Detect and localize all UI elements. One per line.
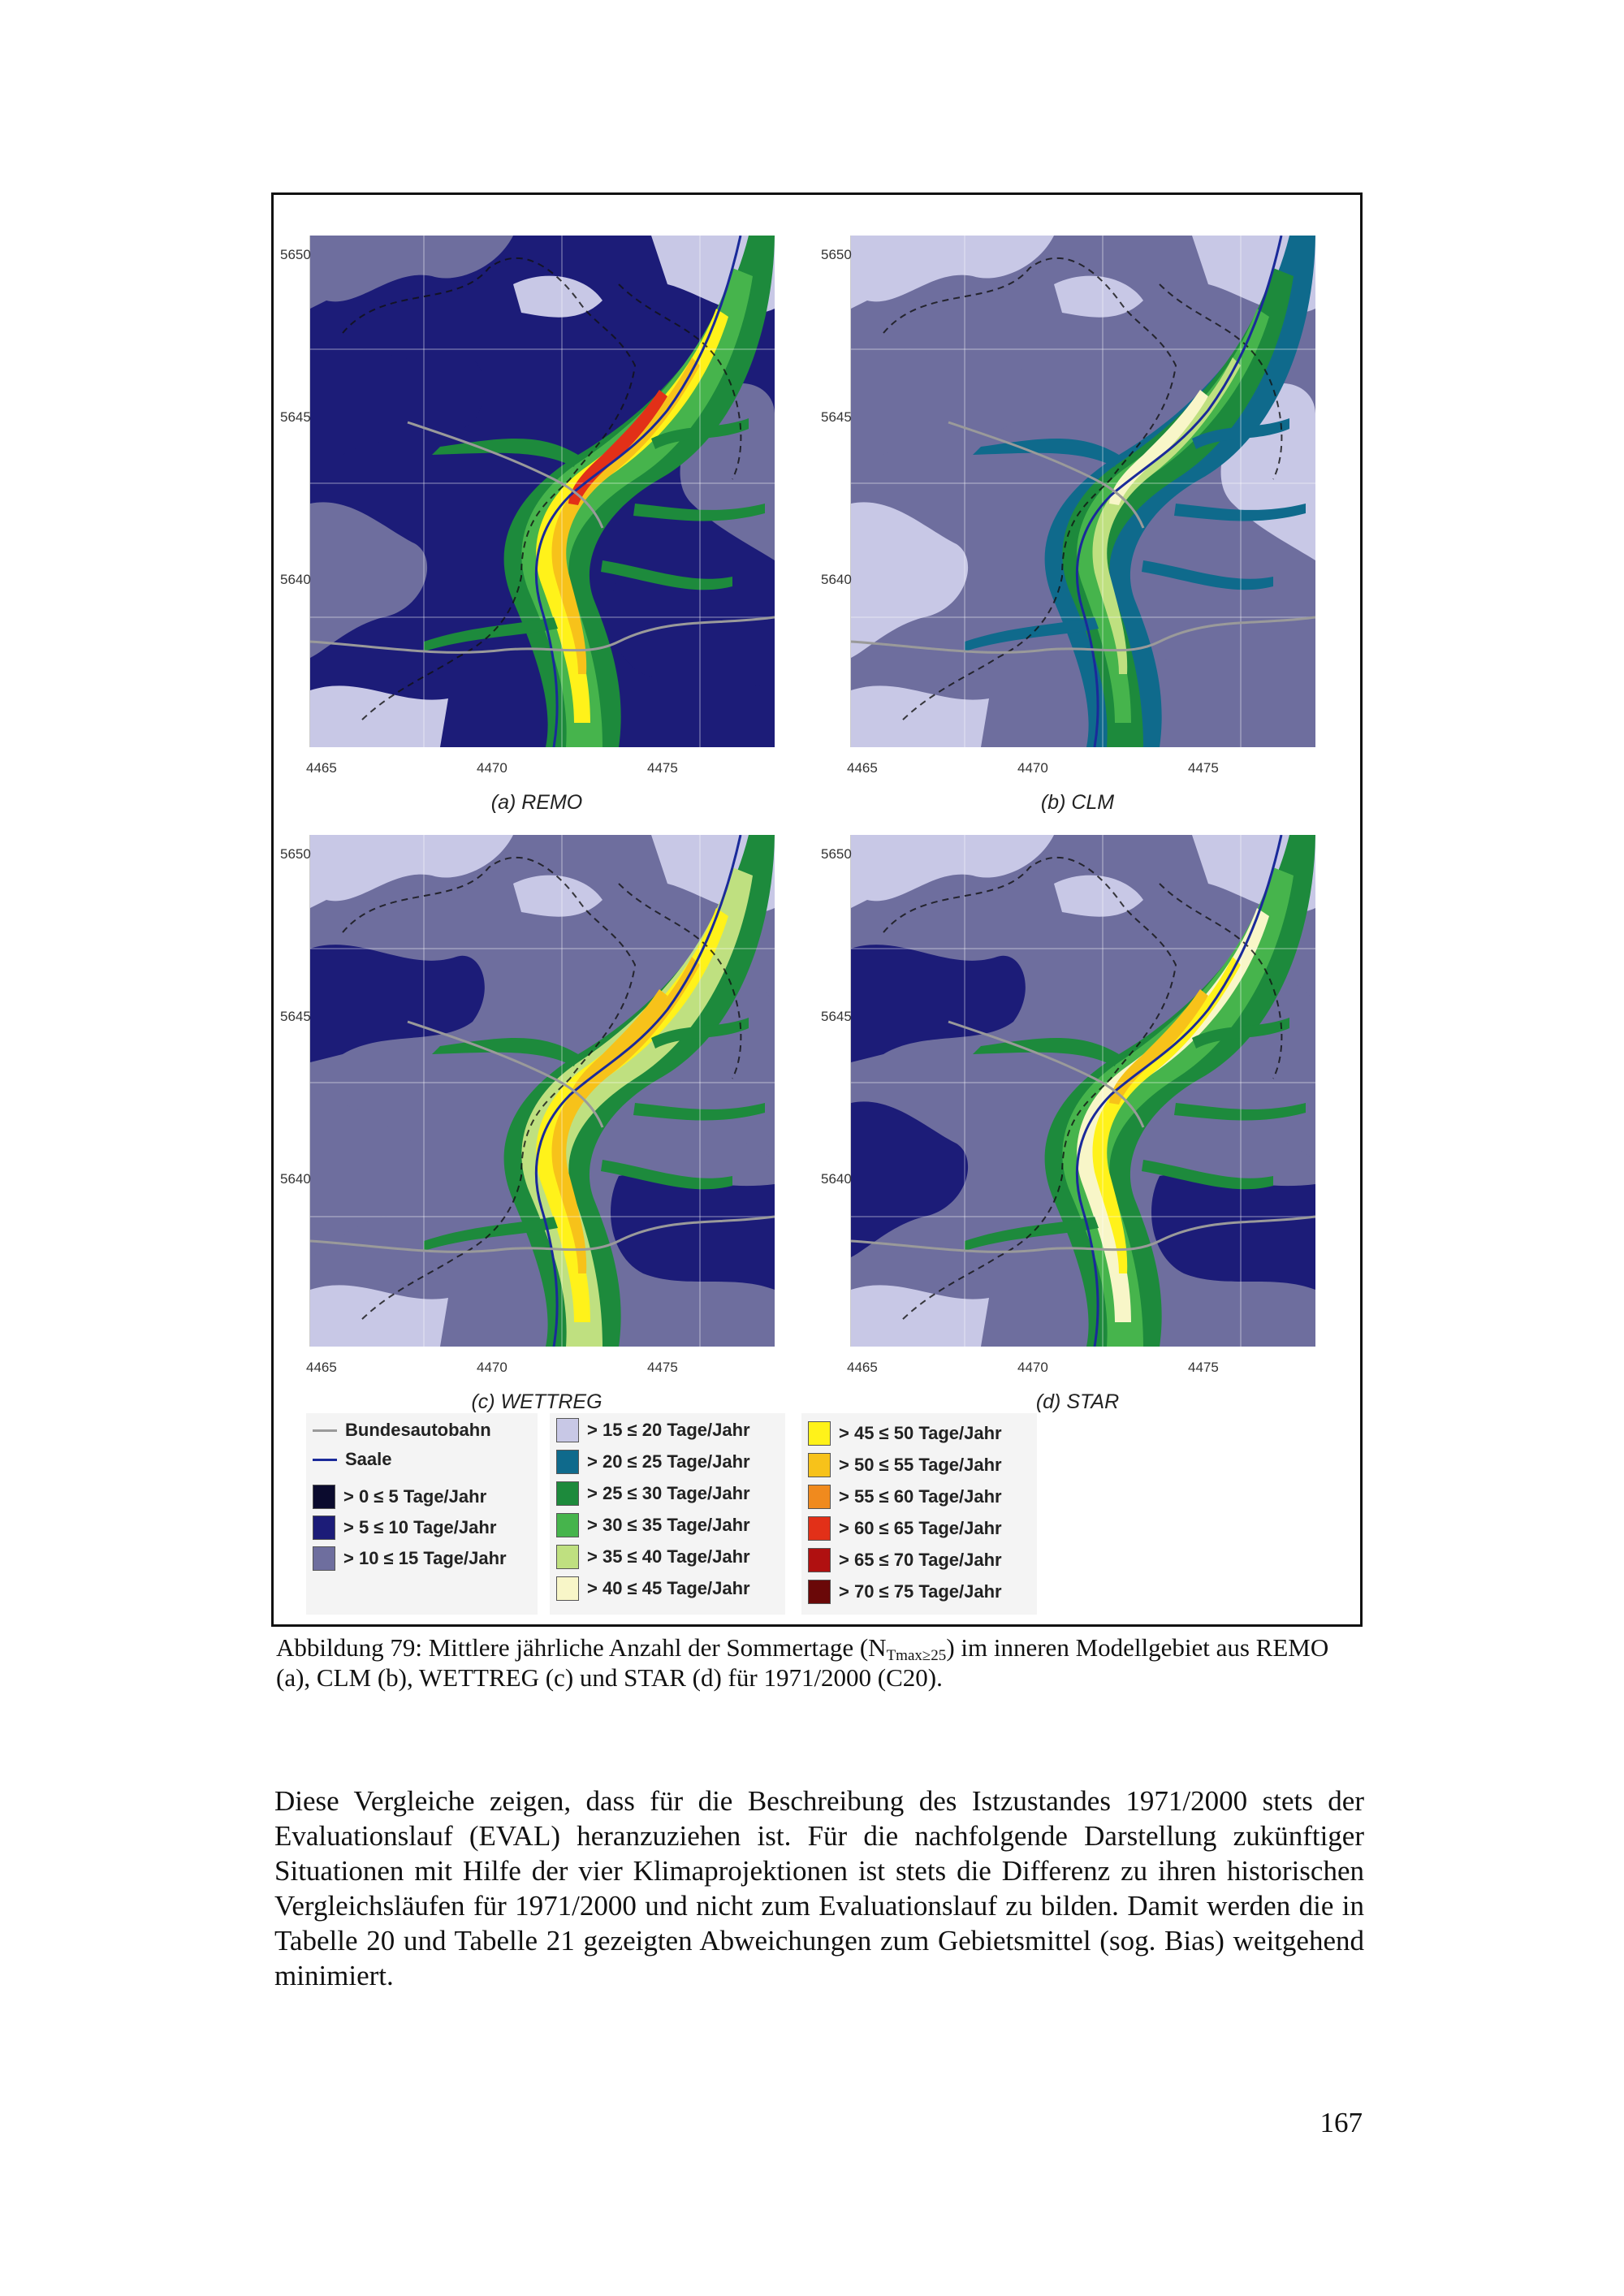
y-tick-label: 5645: [280, 1009, 311, 1024]
legend-item: > 15 ≤ 20 Tage/Jahr: [556, 1416, 750, 1444]
legend-column-2: [550, 1413, 785, 1615]
y-tick-label: 5640: [280, 1171, 311, 1187]
map-panel-star: [818, 835, 1337, 1436]
color-swatch: [808, 1485, 831, 1509]
y-tick-label: 5650: [280, 247, 311, 262]
x-tick-label: 4470: [477, 1360, 508, 1375]
color-swatch: [808, 1580, 831, 1604]
map-remo: [309, 236, 775, 747]
legend-column-3: [801, 1413, 1037, 1615]
caption-suffix: ) im inneren Modellgebiet aus REMO (a), CLM (b), WETTREG (c) und STAR (d) für 1971/2000 (C20).: [276, 1633, 1329, 1692]
autobahn-line-icon: [313, 1429, 337, 1432]
page-number: 167: [1320, 2107, 1363, 2138]
x-tick-label: 4470: [1017, 760, 1048, 776]
color-swatch: [808, 1453, 831, 1477]
color-swatch: [313, 1546, 335, 1571]
figure-frame: [271, 192, 1363, 1627]
legend-item: > 70 ≤ 75 Tage/Jahr: [808, 1578, 1002, 1606]
y-tick-label: 5640: [821, 572, 852, 587]
legend-item: > 10 ≤ 15 Tage/Jahr: [313, 1545, 507, 1572]
legend-column-1: [306, 1413, 538, 1615]
panel-title: (c) WETTREG: [471, 1390, 603, 1413]
legend-item: > 65 ≤ 70 Tage/Jahr: [808, 1546, 1002, 1574]
y-tick-label: 5645: [280, 409, 311, 425]
color-swatch: [808, 1516, 831, 1541]
x-tick-label: 4465: [306, 760, 337, 776]
legend-item: > 5 ≤ 10 Tage/Jahr: [313, 1514, 496, 1541]
y-tick-label: 5650: [821, 846, 852, 862]
x-tick-label: 4465: [847, 1360, 878, 1375]
map-panel-clm: [818, 236, 1337, 837]
panel-title: (b) CLM: [1040, 791, 1115, 814]
caption-subscript: Tmax≥25: [886, 1647, 947, 1664]
color-swatch: [556, 1450, 579, 1474]
panel-title: (a) REMO: [490, 791, 583, 814]
legend-item: > 45 ≤ 50 Tage/Jahr: [808, 1420, 1002, 1447]
legend-item: > 40 ≤ 45 Tage/Jahr: [556, 1575, 750, 1602]
legend-item: > 25 ≤ 30 Tage/Jahr: [556, 1480, 750, 1507]
caption-prefix: Abbildung 79: Mittlere jährliche Anzahl der Sommertage (N: [276, 1633, 887, 1662]
y-tick-label: 5645: [821, 409, 852, 425]
color-swatch: [808, 1548, 831, 1572]
legend-item-autobahn: Bundesautobahn: [313, 1416, 491, 1444]
x-tick-label: 4475: [1188, 760, 1219, 776]
color-swatch: [808, 1421, 831, 1446]
legend-item: > 35 ≤ 40 Tage/Jahr: [556, 1543, 750, 1571]
map-panel-remo: [277, 236, 797, 837]
y-tick-label: 5645: [821, 1009, 852, 1024]
x-tick-label: 4475: [1188, 1360, 1219, 1375]
color-swatch: [556, 1481, 579, 1506]
x-tick-label: 4465: [306, 1360, 337, 1375]
y-tick-label: 5640: [821, 1171, 852, 1187]
map-wettreg: [309, 835, 775, 1347]
legend-item: > 0 ≤ 5 Tage/Jahr: [313, 1483, 486, 1511]
figure-caption: [276, 1632, 1364, 1693]
panel-title: (d) STAR: [1035, 1390, 1120, 1413]
legend-item: > 50 ≤ 55 Tage/Jahr: [808, 1451, 1002, 1479]
x-tick-label: 4470: [1017, 1360, 1048, 1375]
x-tick-label: 4475: [647, 1360, 678, 1375]
y-tick-label: 5650: [280, 846, 311, 862]
x-tick-label: 4470: [477, 760, 508, 776]
x-tick-label: 4465: [847, 760, 878, 776]
color-swatch: [556, 1545, 579, 1569]
color-swatch: [313, 1516, 335, 1540]
y-tick-label: 5640: [280, 572, 311, 587]
map-clm: [850, 236, 1315, 747]
color-swatch: [313, 1485, 335, 1509]
legend-item-saale: Saale: [313, 1446, 392, 1473]
map-star: [850, 835, 1315, 1347]
legend-item: > 55 ≤ 60 Tage/Jahr: [808, 1483, 1002, 1511]
legend-item: > 20 ≤ 25 Tage/Jahr: [556, 1448, 750, 1476]
color-swatch: [556, 1576, 579, 1601]
x-tick-label: 4475: [647, 760, 678, 776]
color-swatch: [556, 1418, 579, 1442]
y-tick-label: 5650: [821, 247, 852, 262]
legend-item: > 60 ≤ 65 Tage/Jahr: [808, 1515, 1002, 1542]
legend-item: > 30 ≤ 35 Tage/Jahr: [556, 1511, 750, 1539]
map-legend: [306, 1413, 1053, 1615]
map-panel-wettreg: [277, 835, 797, 1436]
saale-line-icon: [313, 1459, 337, 1461]
color-swatch: [556, 1513, 579, 1537]
body-paragraph: Diese Vergleiche zeigen, dass für die Beschreibung des Istzustandes 1971/2000 stets der Evaluationslauf (EVAL) heranzuziehen ist. Für die nachfolgende Darstellung zukünftiger Situationen mit Hilfe der vier Klimaprojektionen ist stets die Differenz zu ihren historischen Vergleichsläufen für 1971/2000 und nicht zum Evaluationslauf zu bilden. Damit werden die in Tabelle 20 und Tabelle 21 gezeigten Abweichungen zum Gebietsmittel (sog. Bias) weitgehend minimiert.: [274, 1785, 1364, 1991]
